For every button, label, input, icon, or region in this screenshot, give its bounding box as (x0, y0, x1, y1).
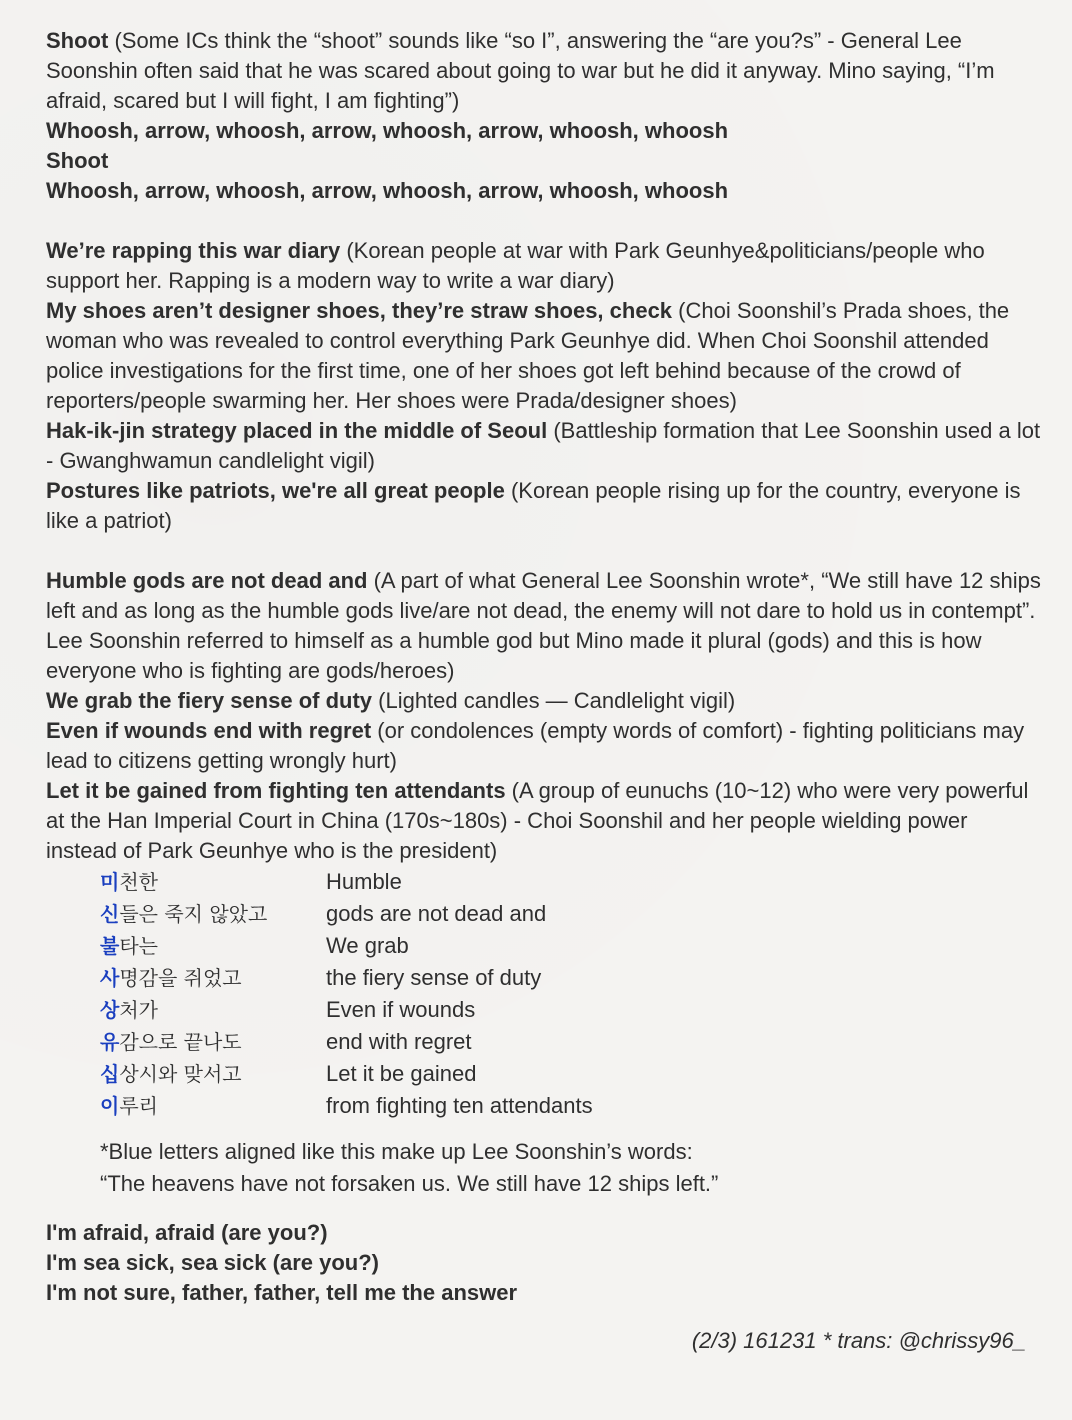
paragraph (46, 236, 1042, 296)
lyric-bold: We grab the fiery sense of duty (46, 688, 373, 713)
footnote-line: *Blue letters aligned like this make up Lee Soonshin’s words: (100, 1139, 693, 1164)
lyric-bold: Hak-ik-jin strategy placed in the middle of Seoul (46, 418, 548, 443)
korean-line (100, 1026, 326, 1058)
korean-text: 타는 (119, 934, 158, 958)
korean-text: 루리 (119, 1094, 158, 1118)
acrostic-letter: 이 (100, 1094, 120, 1118)
section-shoot (46, 26, 1042, 206)
lyric-bold: Whoosh, arrow, whoosh, arrow, whoosh, arrow, whoosh, whoosh (46, 118, 729, 143)
section-humble-gods (46, 566, 1042, 866)
korean-text: 명감을 쥐었고 (119, 966, 242, 990)
korean-line (100, 962, 326, 994)
paragraph (46, 1248, 1042, 1278)
korean-text: 천한 (119, 870, 158, 894)
acrostic-letter: 상 (100, 998, 120, 1022)
acrostic-footnote (100, 1136, 1042, 1200)
lyric-note: (Some ICs think the “shoot” sounds like “so I”, answering the “are you?s” - General Lee Soonshin often said that he was scared about going to war but he did it anyway. Mino saying, “I’m afraid, scared but I will fight, I am fighting”) (46, 28, 995, 113)
acrostic-letter: 십 (100, 1062, 120, 1086)
acrostic-row (100, 1090, 593, 1122)
acrostic-row (100, 994, 593, 1026)
lyric-bold: I'm afraid, afraid (are you?) (46, 1220, 328, 1245)
korean-line (100, 1090, 326, 1122)
acrostic-row (100, 930, 593, 962)
lyric-note: (Korean people at war with Park Geunhye&politicians/people who support her. Rapping is a modern way to write a war diary) (46, 238, 985, 293)
section-closing (46, 1218, 1042, 1308)
korean-text: 처가 (119, 998, 158, 1022)
section-war-diary (46, 236, 1042, 536)
footnote-line: “The heavens have not forsaken us. We still have 12 ships left.” (100, 1171, 719, 1196)
lyric-bold: Shoot (46, 148, 109, 173)
english-line: the fiery sense of duty (326, 965, 542, 990)
lyric-bold: Even if wounds end with regret (46, 718, 372, 743)
acrostic-letter: 사 (100, 966, 120, 990)
korean-line (100, 1058, 326, 1090)
korean-acrostic-table (100, 866, 593, 1122)
lyric-bold: My shoes aren’t designer shoes, they’re straw shoes, check (46, 298, 673, 323)
paragraph (46, 776, 1042, 866)
korean-line (100, 898, 326, 930)
acrostic-letter: 유 (100, 1030, 120, 1054)
acrostic-letter: 신 (100, 902, 120, 926)
lyric-bold: I'm sea sick, sea sick (are you?) (46, 1250, 379, 1275)
acrostic-row (100, 1026, 593, 1058)
paragraph (46, 1218, 1042, 1248)
english-line: We grab (326, 933, 409, 958)
lyric-bold: I'm not sure, father, father, tell me the answer (46, 1280, 518, 1305)
paragraph (46, 416, 1042, 476)
paragraph (46, 566, 1042, 686)
paragraph (46, 116, 1042, 146)
paragraph (46, 716, 1042, 776)
korean-text: 상시와 맞서고 (119, 1062, 242, 1086)
lyric-note: (A part of what General Lee Soonshin wrote*, “We still have 12 ships left and as long as the humble gods live/are not dead, the enemy will not dare to hold us in contempt”. Lee Soonshin referred to himself as a humble god but Mino made it plural (gods) and this is how everyone who is fighting are gods/heroes) (46, 568, 1041, 683)
lyric-note: (or condolences (empty words of comfort) - fighting politicians may lead to citizens getting wrongly hurt) (46, 718, 1025, 773)
acrostic-letter: 불 (100, 934, 120, 958)
lyric-note: (Lighted candles — Candlelight vigil) (372, 688, 736, 713)
korean-text: 감으로 끝나도 (119, 1030, 242, 1054)
korean-line (100, 994, 326, 1026)
korean-text: 들은 죽지 않았고 (119, 902, 268, 926)
english-line: Humble (326, 869, 402, 894)
acrostic-row (100, 866, 593, 898)
korean-line (100, 866, 326, 898)
lyrics-document (46, 26, 1042, 1308)
english-line: Even if wounds (326, 997, 476, 1022)
lyric-bold: Humble gods are not dead and (46, 568, 368, 593)
lyric-bold: Shoot (46, 28, 109, 53)
lyric-note: (Battleship formation that Lee Soonshin used a lot - Gwanghwamun candlelight vigil) (46, 418, 1041, 473)
english-line: end with regret (326, 1029, 472, 1054)
acrostic-row (100, 962, 593, 994)
lyric-bold: We’re rapping this war diary (46, 238, 341, 263)
lyric-note: (Korean people rising up for the country, everyone is like a patriot) (46, 478, 1021, 533)
english-line: gods are not dead and (326, 901, 547, 926)
paragraph (46, 296, 1042, 416)
english-line: from fighting ten attendants (326, 1093, 593, 1118)
paragraph (46, 1278, 1042, 1308)
english-line: Let it be gained (326, 1061, 477, 1086)
lyric-bold: Let it be gained from fighting ten attendants (46, 778, 506, 803)
paragraph (46, 176, 1042, 206)
acrostic-letter: 미 (100, 870, 120, 894)
acrostic-row (100, 1058, 593, 1090)
lyric-bold: Postures like patriots, we're all great people (46, 478, 505, 503)
paragraph (46, 686, 1042, 716)
korean-line (100, 930, 326, 962)
paragraph (46, 26, 1042, 116)
lyric-note: (Choi Soonshil’s Prada shoes, the woman who was revealed to control everything Park Geunhye did. When Choi Soonshil attended police investigations for the first time, one of her shoes got left behind because of the crowd of reporters/people swarming her. Her shoes were Prada/designer shoes) (46, 298, 1010, 413)
translator-credit: (2/3) 161231 * trans: @chrissy96_ (691, 1328, 1026, 1353)
paragraph (46, 476, 1042, 536)
acrostic-row (100, 898, 593, 930)
lyric-bold: Whoosh, arrow, whoosh, arrow, whoosh, arrow, whoosh, whoosh (46, 178, 729, 203)
lyric-note: (A group of eunuchs (10~12) who were very powerful at the Han Imperial Court in China (170s~180s) - Choi Soonshil and her people wielding power instead of Park Geunhye who is the president) (46, 778, 1029, 863)
paragraph (46, 146, 1042, 176)
